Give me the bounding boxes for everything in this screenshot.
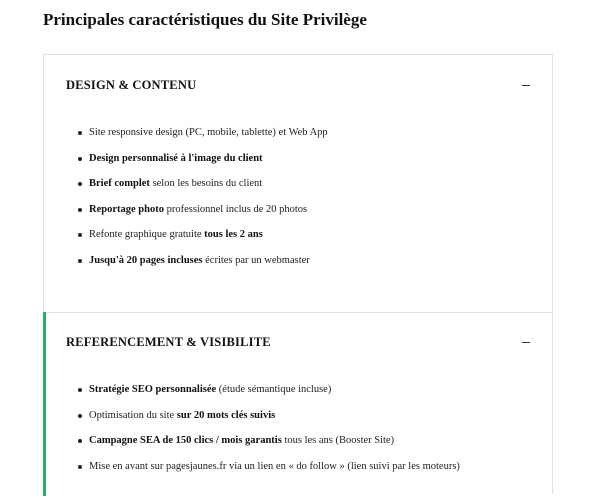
list-item: Mise en avant sur pagesjaunes.fr via un lien en « do follow » (lien suivi par les moteurs) — [89, 460, 460, 472]
list-item: Design personnalisé à l'image du client — [89, 152, 328, 166]
list-item: Reportage photo professionnel inclus de 20 photos — [89, 203, 328, 217]
list-item: Stratégie SEO personnalisée (étude sémantique incluse) — [89, 383, 460, 397]
minus-icon[interactable] — [520, 336, 532, 348]
list-item: Optimisation du site sur 20 mots clés suivis — [89, 409, 460, 423]
section-title: DESIGN & CONTENU — [66, 78, 197, 92]
accordion-section-design — [44, 55, 552, 313]
list-item: Brief complet selon les besoins du client — [89, 177, 328, 191]
list-item: Campagne SEA de 150 clics / mois garantis tous les ans (Booster Site) — [89, 434, 460, 448]
feature-list — [89, 383, 460, 485]
list-item: Site responsive design (PC, mobile, tablette) et Web App — [89, 127, 328, 138]
features-accordion — [43, 54, 553, 494]
page-title: Principales caractéristiques du Site Privilège — [43, 10, 367, 29]
list-item: Jusqu'à 20 pages incluses écrites par un webmaster — [89, 254, 328, 268]
accordion-section-referencement — [44, 312, 552, 492]
feature-list — [89, 126, 328, 279]
list-item: Refonte graphique gratuite tous les 2 ans — [89, 228, 328, 242]
accordion-header-referencement[interactable] — [66, 333, 532, 353]
minus-icon[interactable] — [520, 79, 532, 91]
section-title: REFERENCEMENT & VISIBILITE — [66, 335, 271, 349]
accordion-header-design[interactable] — [66, 76, 532, 96]
